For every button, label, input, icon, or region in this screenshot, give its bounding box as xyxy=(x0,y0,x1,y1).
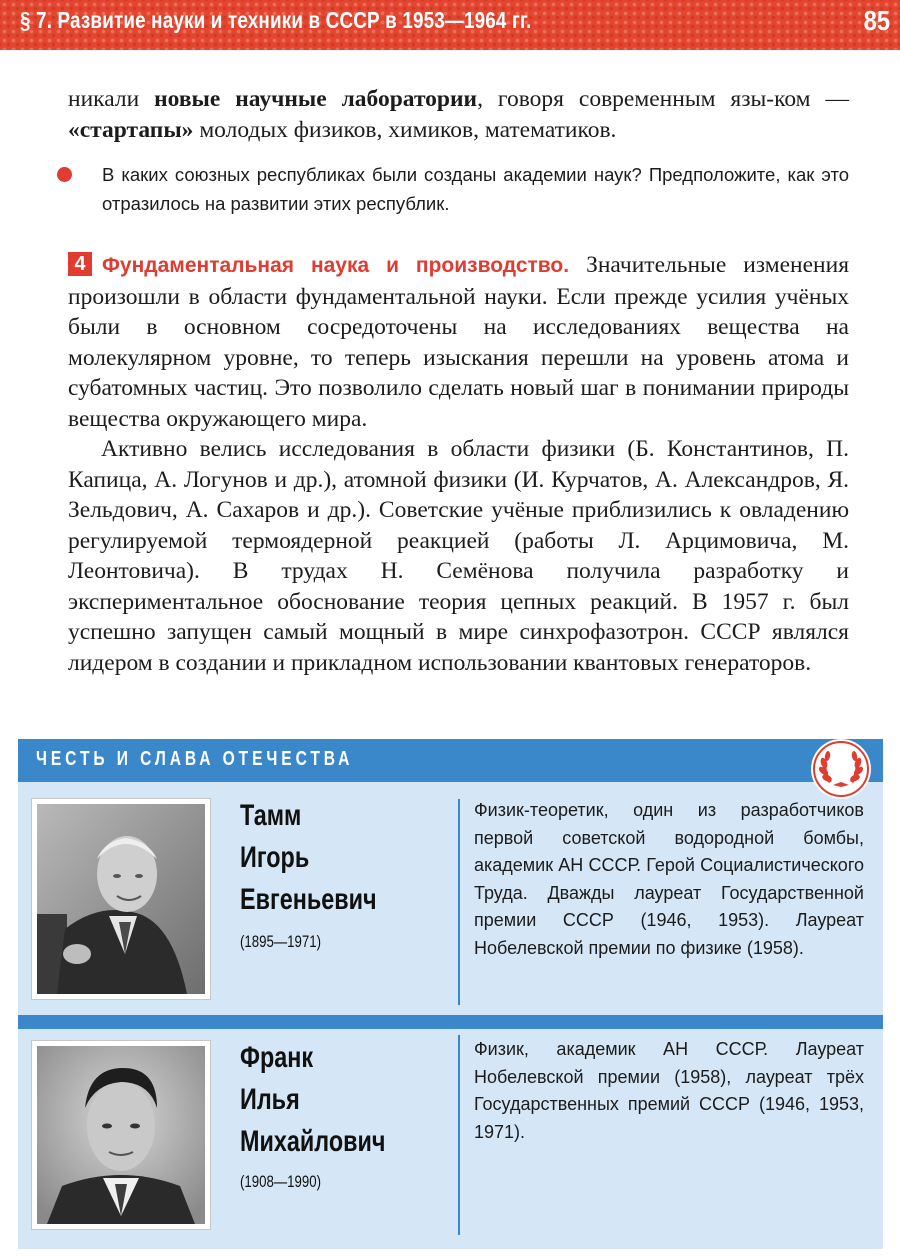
section-paragraph-2: Активно велись исследования в области физики (Б. Константинов, П. Капица, А. Логунов и др.), атомной физики (И. Курчатов, А. Александров, Я. Зельдович, А. Сахаров и др.). Советские учёные приблизились к овладению регулируемой термоядерной реакцией (работы Л. Арцимовича, М. Леонтовича). В трудах Н. Семёнова получила разработку и экспериментальное обоснование теория цепных реакций. В 1957 г. был успешно запущен самый мощный в мире синхрофазотрон. СССР являлся лидером в создании и прикладном использовании квантовых генераторов. xyxy=(68,436,849,676)
section-paragraph-1: Значительные изменения произошли в области фундаментальной науки. Если прежде усилия учёных были в основном сосредоточены на исследованиях вещества на молекулярном уровне, то теперь изыскания перешли на уровень атома и субатомных частиц. Это позволило сделать новый шаг в понимании природы вещества окружающего мира. xyxy=(68,252,850,432)
person-first-name: Игорь xyxy=(240,841,310,874)
column-divider xyxy=(458,1035,460,1235)
portrait-tamm xyxy=(32,799,210,999)
box-header xyxy=(18,739,883,782)
laurel-wreath-icon xyxy=(811,739,871,799)
box-divider xyxy=(18,1015,883,1029)
intro-bold-1: новые научные лаборатории xyxy=(154,86,478,112)
box-title: ЧЕСТЬ И СЛАВА ОТЕЧЕСТВА xyxy=(36,748,354,770)
portrait-frank xyxy=(32,1041,210,1229)
intro-text-1: никали xyxy=(68,86,155,112)
question-text: В каких союзных республиках были созданы академии наук? Предположите, как это отразилось на развитии этих республик. xyxy=(102,164,849,214)
person-bio: Физик, академик АН СССР. Лауреат Нобелевской премии (1958), лауреат трёх Государственных премий СССР (1946, 1953, 1971). xyxy=(474,1039,864,1142)
person-first-name: Илья xyxy=(240,1083,300,1116)
person-years: (1895—1971) xyxy=(240,932,322,951)
section-4 xyxy=(68,250,849,678)
person-name-block xyxy=(240,795,377,921)
person-bio: Физик-теоретик, один из разработчиков первой советской водородной бомбы, академик АН СССР. Герой Социалистического Труда. Дважды лауреат Государственной премии СССР (1946, 1953). Лауреат Нобелевской премии по физике (1958). xyxy=(474,800,864,958)
section-number: 4 xyxy=(68,252,92,276)
intro-paragraph xyxy=(68,84,849,145)
intro-bold-2: «стартапы» xyxy=(68,116,194,143)
honor-box xyxy=(18,739,883,1249)
person-name-block xyxy=(240,1037,386,1163)
person-patronymic: Михайлович xyxy=(240,1125,386,1158)
person-patronymic: Евгеньевич xyxy=(240,883,377,916)
person-surname: Франк xyxy=(240,1041,314,1074)
chapter-title: § 7. Развитие науки и техники в СССР в 1953—1964 гг. xyxy=(20,7,532,33)
page-header xyxy=(0,0,900,50)
intro-text-3: молодых физиков, химиков, математиков. xyxy=(193,116,617,143)
bullet-dot-icon xyxy=(57,167,72,182)
person-years: (1908—1990) xyxy=(240,1172,322,1191)
column-divider xyxy=(458,799,460,1005)
section-title: Фундаментальная наука и производство. xyxy=(102,254,570,277)
page-number: 85 xyxy=(863,5,890,36)
person-surname: Тамм xyxy=(240,799,302,832)
intro-text-2: , говоря современным язы-ком — xyxy=(477,86,849,112)
